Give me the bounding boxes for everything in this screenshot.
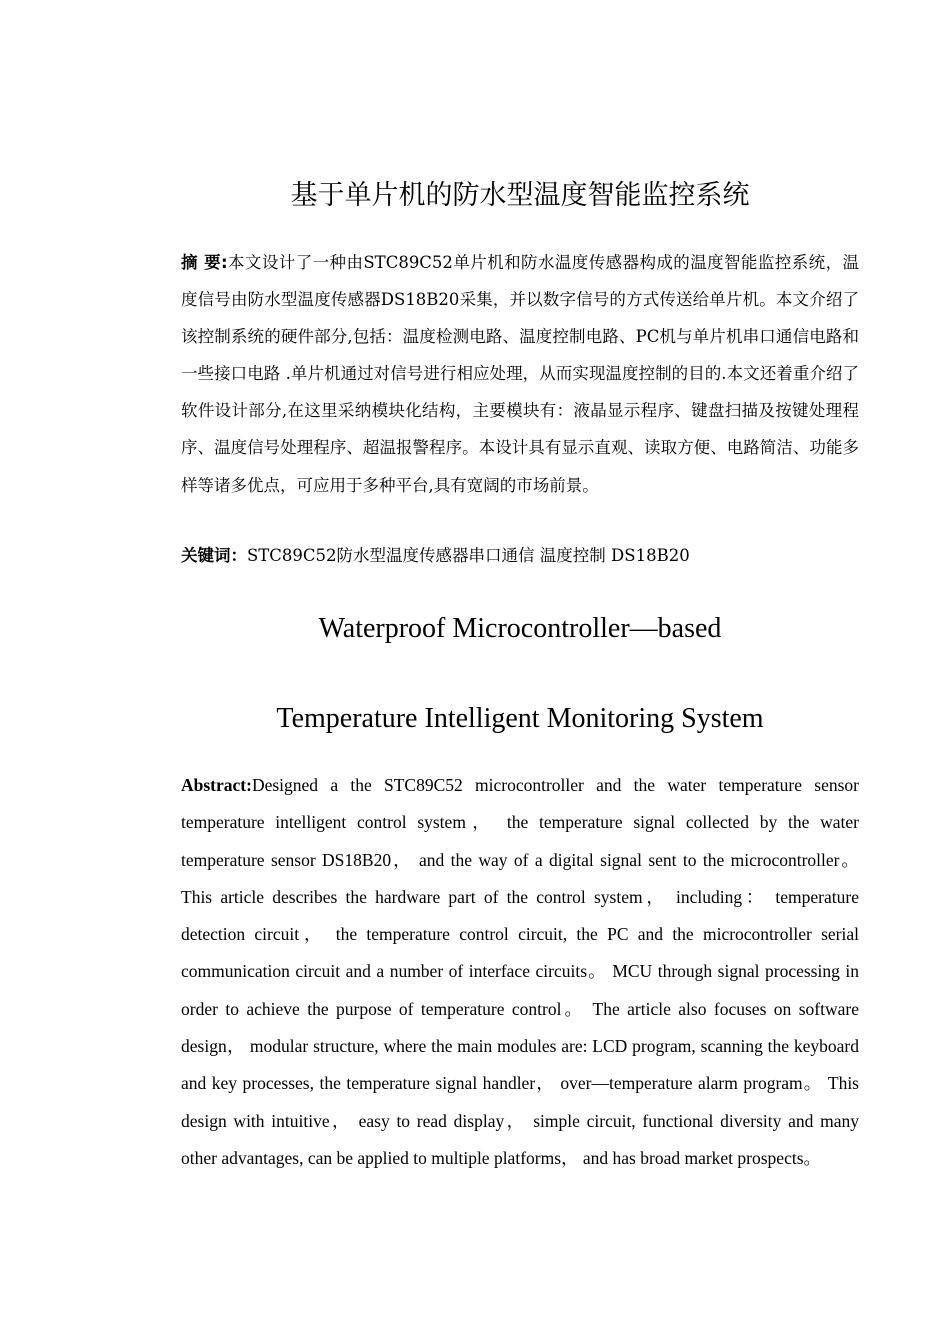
english-abstract-text: Designed a the STC89C52 microcontroller and the water temperature sensor temperature intelligent control system， the temperature signal collected by the water temperature sensor DS18B20， and the way of a digital signal sent to the microcontroller。 This article describes the hardware part of the control system， including： temperature detection circuit， the temperature control circuit, the PC and the microcontroller serial communication circuit and a number of interface circuits。 MCU through signal processing in order to achieve the purpose of temperature control。 The article also focuses on software design， modular structure, where the main modules are: LCD program, scanning the keyboard and key processes, the temperature signal handler， over—temperature alarm program。 This design with intuitive， easy to read display， simple circuit, functional diversity and many other advantages, can be applied to multiple platforms， and has broad market prospects。 <box>181 775 859 1168</box>
english-title-line-2: Temperature Intelligent Monitoring System <box>276 703 764 734</box>
english-abstract-label: Abstract: <box>181 775 252 795</box>
chinese-abstract-text: 本文设计了一种由STC89C52单片机和防水温度传感器构成的温度智能监控系统，温度信号由防水型温度传感器DS18B20采集，并以数字信号的方式传送给单片机。本文介绍了该控制系统的硬件部分,包括：温度检测电路、温度控制电路、PC机与单片机串口通信电路和一些接口电路 .单片机通过对信号进行相应处理，从而实现温度控制的目的.本文还着重介绍了软件设计部分,在这里采纳模块化结构，主要模块有：液晶显示程序、键盘扫描及按键处理程序、温度信号处理程序、超温报警程序。本设计具有显示直观、读取方便、电路简洁、功能多样等诸多优点，可应用于多种平台,具有宽阔的市场前景。 <box>181 253 859 495</box>
chinese-keywords-label: 关键词： <box>181 546 247 565</box>
chinese-title: 基于单片机的防水型温度智能监控系统 <box>290 180 750 211</box>
chinese-abstract-label: 摘 要: <box>181 253 228 272</box>
english-title-line-1: Waterproof Microcontroller—based <box>318 613 722 644</box>
english-abstract <box>181 767 859 1177</box>
chinese-keywords <box>181 540 859 572</box>
chinese-abstract <box>181 244 859 504</box>
chinese-keywords-text: STC89C52防水型温度传感器串口通信 温度控制 DS18B20 <box>247 546 690 565</box>
